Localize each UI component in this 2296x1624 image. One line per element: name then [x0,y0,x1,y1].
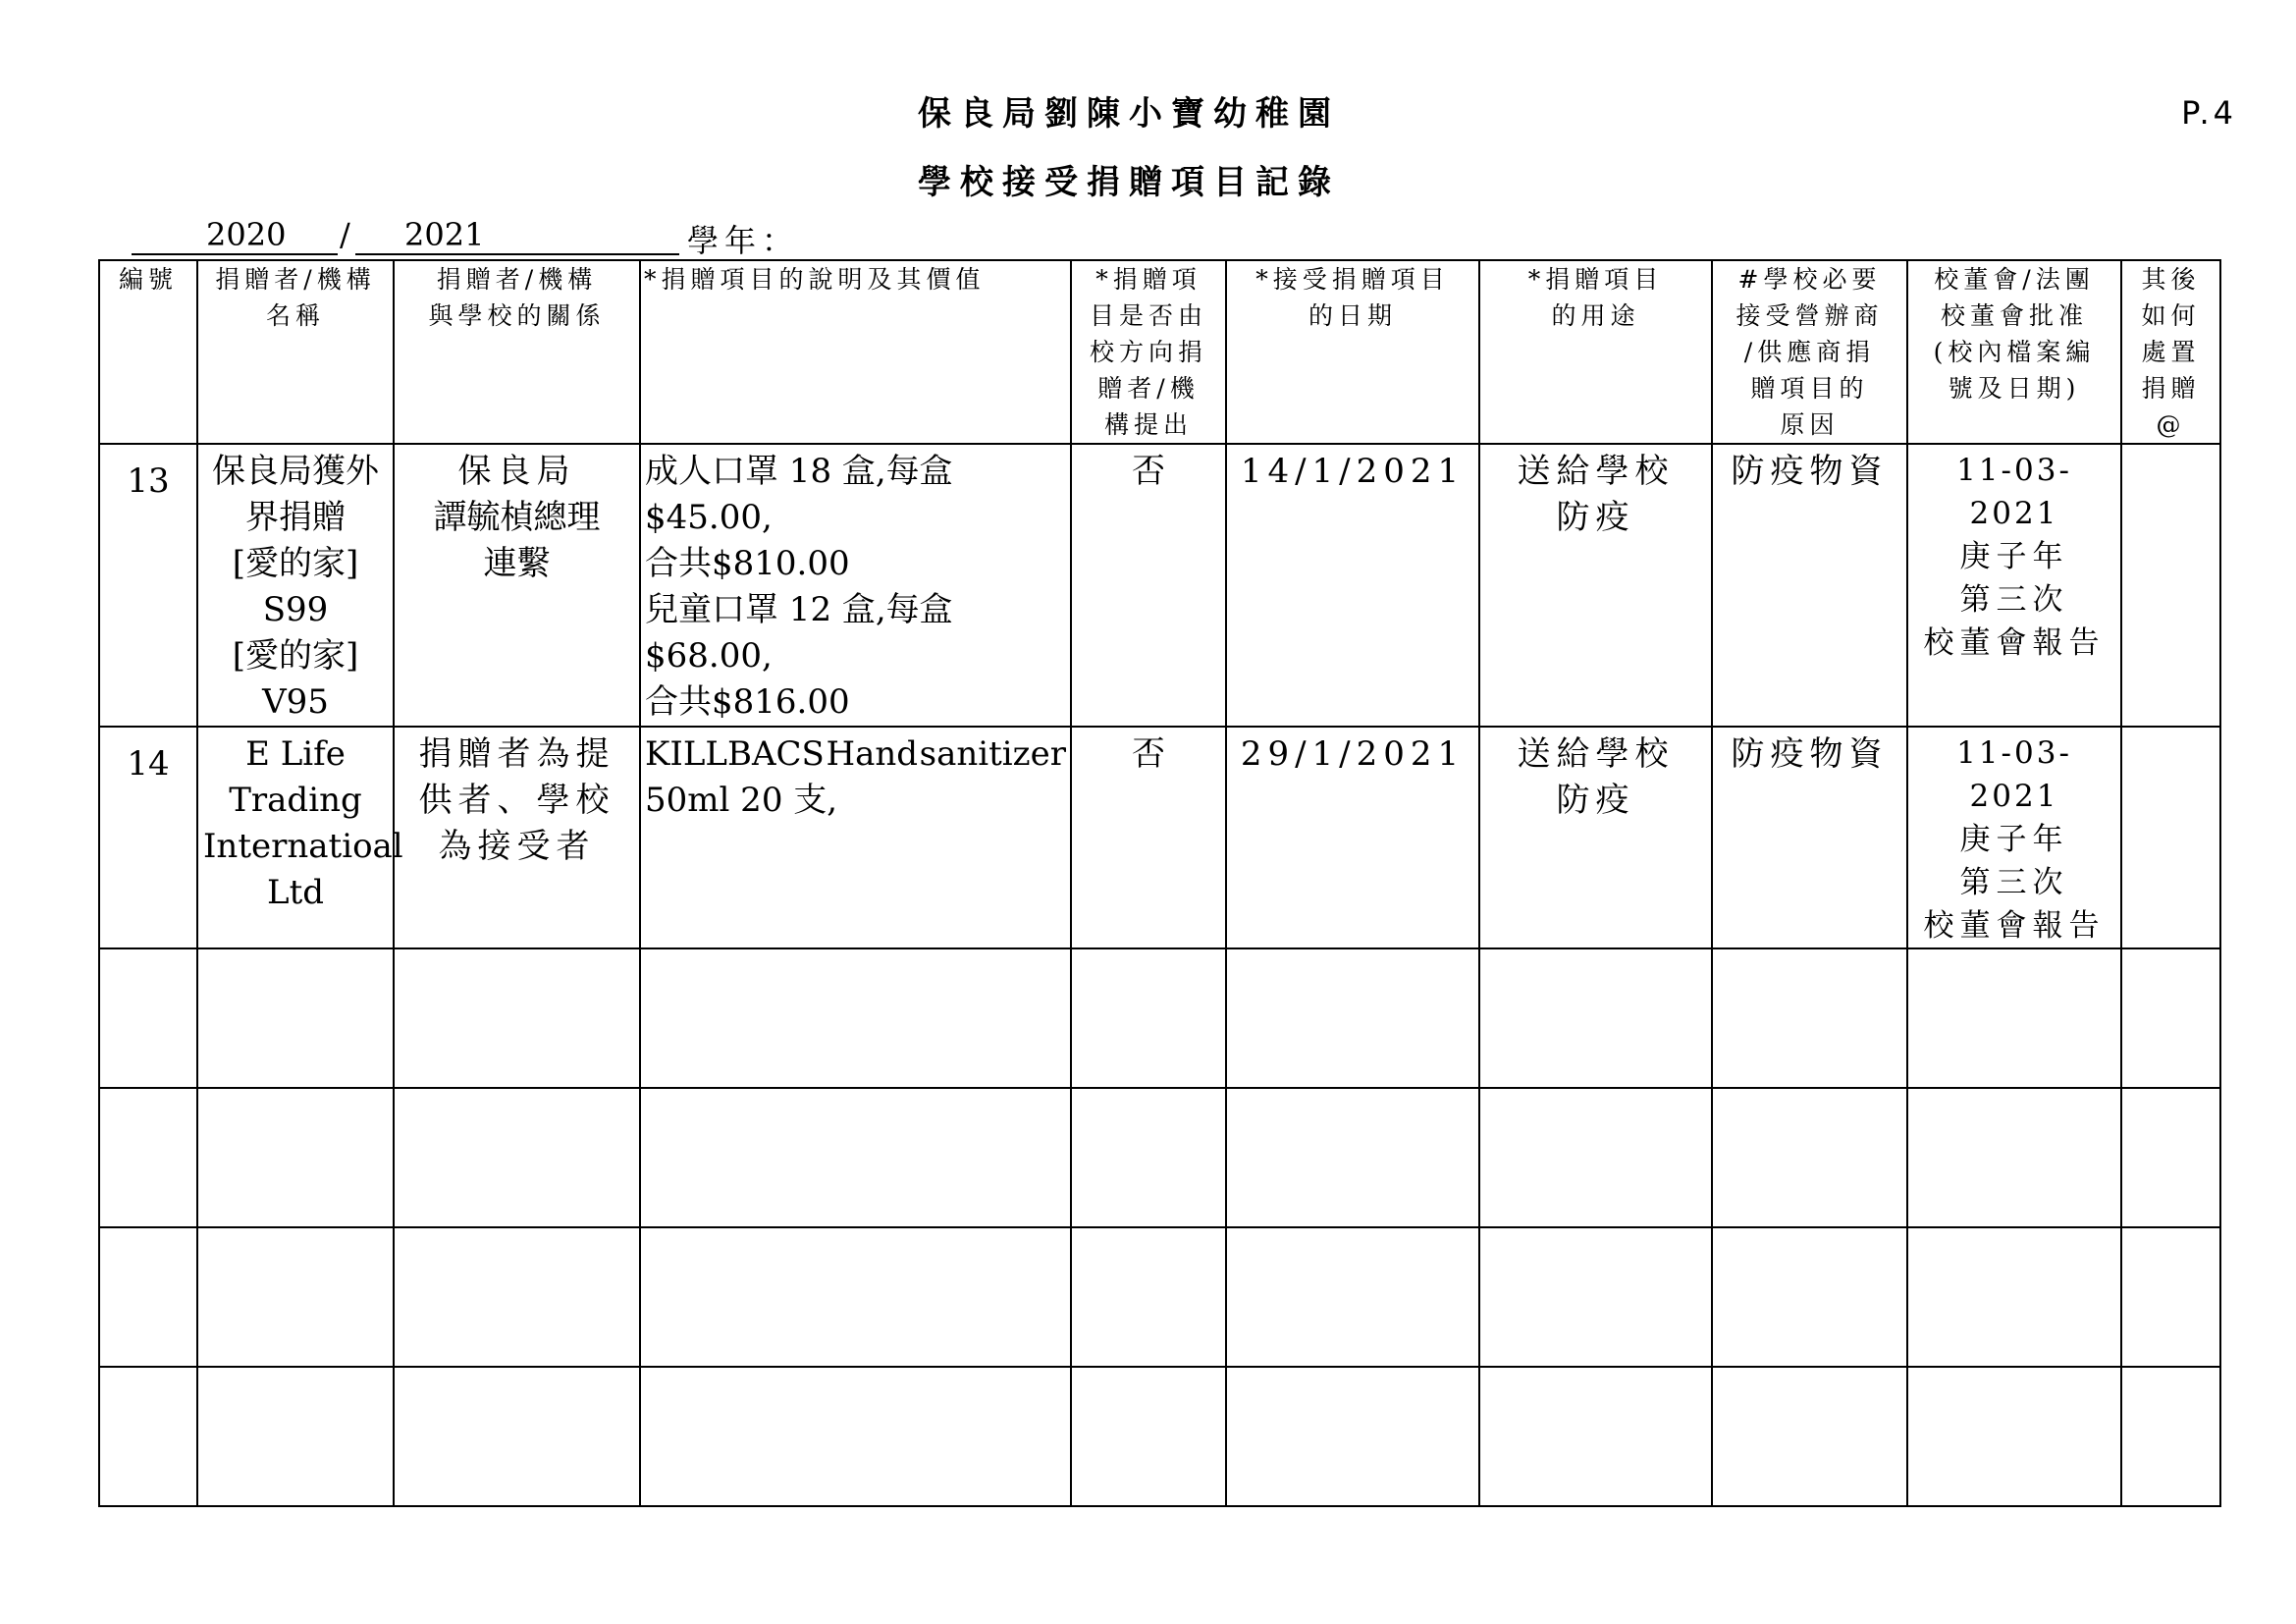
date-received: 29/1/2021 [1226,727,1479,948]
item-description: 成人口罩 18 盒,每盒$45.00, 合共$810.00 兒童口罩 12 盒,每盒$68.00, 合共$816.00 [640,444,1071,727]
row-number: 13 [99,444,197,727]
disposal [2121,727,2220,948]
col-header-line: 與學校的關係 [428,301,606,330]
col-header-line: /供應商捐 [1743,338,1876,366]
purpose: 送給學校 防疫 [1479,727,1712,948]
table-row [99,727,2220,948]
col-header-purpose [1479,260,1712,444]
disposal [2121,444,2220,727]
col-header-line: 目是否由 [1089,301,1207,330]
col-header-line: 捐贈者/機構 [215,265,376,294]
col-header-line: 捐贈 [2141,374,2201,403]
col-header-number [99,260,197,444]
donor-relation: 保良局 譚毓楨總理 連繫 [394,444,640,727]
col-header-line: 處置 [2141,338,2201,366]
col-header-line: 原因 [1780,410,1840,439]
table-row-empty [99,1367,2220,1506]
record-title: 學校接受捐贈項目記錄 [918,163,1340,202]
col-header-requested-by-school [1071,260,1226,444]
year-end: 2021 [404,216,485,253]
col-header-donor-relation [394,260,640,444]
supplier-reason: 防疫物資 [1712,444,1907,727]
col-header-line: 接受營辦商 [1735,301,1884,330]
col-header-line: 贈者/機 [1097,374,1200,403]
table-row-empty [99,1088,2220,1227]
donor-name: E Life Trading Internatioal Ltd [197,727,394,948]
donation-record-table [98,259,2221,1507]
col-header-line: 的日期 [1308,301,1397,330]
board-approval: 11-03-2021 庚子年 第三次 校董會報告 [1907,727,2121,948]
col-header-line: *捐贈項目的說明及其價值 [644,265,986,294]
year-end-underline [355,253,679,255]
col-header-line: 名稱 [265,301,325,330]
table-row [99,444,2220,727]
academic-year-label: 學年： [687,222,800,259]
col-header-line: #學校必要 [1737,265,1882,294]
col-header-board-approval [1907,260,2121,444]
page-number: P.4 [2181,94,2237,132]
col-header-line: 捐贈者/機構 [436,265,598,294]
donor-relation: 捐贈者為提 供者、學校 為接受者 [394,727,640,948]
year-separator: / [340,216,350,253]
col-header-date-received [1226,260,1479,444]
col-header-line: *接受捐贈項目 [1255,265,1450,294]
table-row-empty [99,948,2220,1088]
col-header-line: 校董會批准 [1940,301,2088,330]
col-header-line: 號及日期) [1948,374,2081,403]
col-header-line: @ [2156,410,2186,439]
purpose: 送給學校 防疫 [1479,444,1712,727]
col-header-line: 編號 [118,265,178,294]
row-number: 14 [99,727,197,948]
col-header-line: 如何 [2141,301,2201,330]
col-header-line: 校方向捐 [1089,338,1207,366]
date-received: 14/1/2021 [1226,444,1479,727]
year-start: 2020 [206,216,287,253]
col-header-line: (校內檔案編 [1933,338,2096,366]
supplier-reason: 防疫物資 [1712,727,1907,948]
col-header-line: 贈項目的 [1750,374,1869,403]
col-header-item-description [640,260,1071,444]
header-row [99,260,2220,444]
donor-name: 保良局獲外 界捐贈 [愛的家] S99 [愛的家] V95 [197,444,394,727]
col-header-line: 其後 [2141,265,2201,294]
col-header-line: *捐贈項目 [1527,265,1664,294]
col-header-donor-name [197,260,394,444]
col-header-line: 校董會/法團 [1934,265,2095,294]
col-header-line: 構提出 [1103,410,1193,439]
requested-by-school: 否 [1071,727,1226,948]
requested-by-school: 否 [1071,444,1226,727]
col-header-supplier-reason [1712,260,1907,444]
table-row-empty [99,1227,2220,1367]
col-header-line: 的用途 [1551,301,1640,330]
col-header-disposal [2121,260,2220,444]
year-start-underline [132,253,338,255]
school-name: 保良局劉陳小寶幼稚園 [918,94,1340,134]
col-header-line: *捐贈項 [1095,265,1201,294]
item-description: KILLBACS Hand sanitizer 50ml 20 支, [640,727,1071,948]
board-approval: 11-03-2021 庚子年 第三次 校董會報告 [1907,444,2121,727]
